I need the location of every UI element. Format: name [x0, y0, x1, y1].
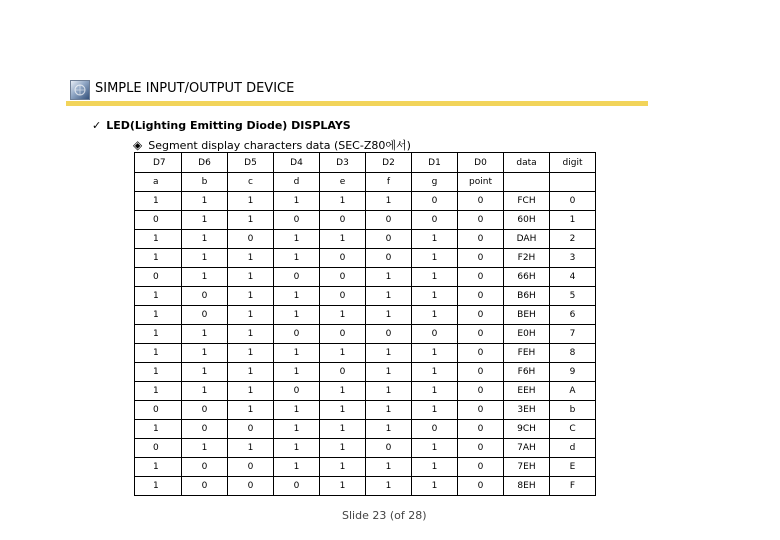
- table-cell: 3EH: [504, 401, 550, 420]
- table-cell: 1: [274, 192, 320, 211]
- table-cell: 0: [135, 439, 182, 458]
- table-cell: 1: [228, 287, 274, 306]
- table-cell: 1: [320, 420, 366, 439]
- header-cell: D0: [458, 153, 504, 173]
- table-cell: 4: [550, 268, 596, 287]
- table-cell: 8EH: [504, 477, 550, 496]
- table-cell: 0: [458, 382, 504, 401]
- table-cell: 0: [135, 401, 182, 420]
- table-row: [135, 268, 596, 287]
- table-cell: 0: [274, 325, 320, 344]
- table-cell: 1: [412, 230, 458, 249]
- empty-cell: [504, 173, 550, 192]
- table-cell: 0: [458, 420, 504, 439]
- table-cell: 0: [458, 287, 504, 306]
- table-cell: 5: [550, 287, 596, 306]
- table-cell: 1: [135, 477, 182, 496]
- table-cell: 0: [366, 211, 412, 230]
- table-cell: 1: [228, 211, 274, 230]
- table-row: [135, 230, 596, 249]
- table-cell: 7: [550, 325, 596, 344]
- table-cell: 0: [458, 211, 504, 230]
- table-row: [135, 439, 596, 458]
- table-cell: 1: [366, 458, 412, 477]
- table-cell: 1: [412, 287, 458, 306]
- table-cell: 1: [228, 249, 274, 268]
- table-cell: 1: [320, 458, 366, 477]
- table-cell: 1: [412, 458, 458, 477]
- table-cell: 66H: [504, 268, 550, 287]
- table-row: [135, 420, 596, 439]
- subtitle-text: LED(Lighting Emitting Diode) DISPLAYS: [106, 119, 351, 132]
- slide-title: SIMPLE INPUT/OUTPUT DEVICE: [95, 81, 295, 96]
- table-cell: 0: [366, 439, 412, 458]
- table-cell: 7AH: [504, 439, 550, 458]
- table-row: [135, 287, 596, 306]
- table-cell: 1: [320, 382, 366, 401]
- table-cell: 1: [320, 192, 366, 211]
- table-cell: 1: [366, 401, 412, 420]
- table-cell: 0: [228, 420, 274, 439]
- table-cell: BEH: [504, 306, 550, 325]
- table-cell: 1: [366, 306, 412, 325]
- table-cell: 0: [366, 325, 412, 344]
- table-cell: 0: [228, 230, 274, 249]
- header-cell: D2: [366, 153, 412, 173]
- header-cell: D5: [228, 153, 274, 173]
- table-cell: 1: [228, 363, 274, 382]
- table-cell: 1: [274, 344, 320, 363]
- table-cell: 1: [412, 439, 458, 458]
- table-cell: 1: [182, 344, 228, 363]
- table-cell: FCH: [504, 192, 550, 211]
- table-cell: 0: [412, 211, 458, 230]
- table-cell: 1: [412, 268, 458, 287]
- table-cell: 1: [135, 192, 182, 211]
- slide-number-footer: Slide 23 (of 28): [342, 509, 427, 522]
- table-cell: 1: [135, 230, 182, 249]
- table-cell: FEH: [504, 344, 550, 363]
- table-row: [135, 192, 596, 211]
- table-cell: 1: [274, 306, 320, 325]
- table-cell: 1: [366, 268, 412, 287]
- table-cell: A: [550, 382, 596, 401]
- table-cell: 1: [274, 420, 320, 439]
- table-cell: 1: [182, 230, 228, 249]
- table-cell: 1: [135, 382, 182, 401]
- table-cell: 0: [458, 344, 504, 363]
- table-cell: 1: [320, 306, 366, 325]
- table-cell: DAH: [504, 230, 550, 249]
- segment-name-cell: b: [182, 173, 228, 192]
- table-cell: 1: [320, 477, 366, 496]
- table-cell: F6H: [504, 363, 550, 382]
- table-cell: 0: [228, 458, 274, 477]
- table-row: [135, 458, 596, 477]
- table-cell: 1: [135, 287, 182, 306]
- table-cell: 1: [135, 344, 182, 363]
- table-cell: b: [550, 401, 596, 420]
- table-cell: 1: [412, 344, 458, 363]
- table-cell: 0: [412, 192, 458, 211]
- table-cell: 1: [182, 192, 228, 211]
- table-cell: 1: [274, 363, 320, 382]
- table-cell: 1: [182, 249, 228, 268]
- table-cell: 0: [458, 401, 504, 420]
- table-cell: F: [550, 477, 596, 496]
- empty-cell: [550, 173, 596, 192]
- globe-icon: [71, 81, 89, 99]
- table-cell: 0: [458, 477, 504, 496]
- header-cell: D7: [135, 153, 182, 173]
- segment-name-cell: point: [458, 173, 504, 192]
- table-cell: 1: [412, 382, 458, 401]
- table-cell: 0: [458, 192, 504, 211]
- table-cell: E0H: [504, 325, 550, 344]
- table-cell: 0: [182, 401, 228, 420]
- table-cell: 1: [366, 192, 412, 211]
- table-cell: 3: [550, 249, 596, 268]
- table-cell: 1: [135, 458, 182, 477]
- header-cell: D6: [182, 153, 228, 173]
- table-cell: 1: [550, 211, 596, 230]
- check-icon: ✓: [92, 119, 102, 132]
- segment-name-row: [135, 173, 596, 192]
- header-cell: D3: [320, 153, 366, 173]
- table-row: [135, 211, 596, 230]
- table-cell: 1: [412, 306, 458, 325]
- table-cell: 1: [320, 344, 366, 363]
- table-cell: F2H: [504, 249, 550, 268]
- table-cell: C: [550, 420, 596, 439]
- table-cell: 1: [366, 363, 412, 382]
- table-cell: 1: [228, 268, 274, 287]
- table-cell: 0: [274, 268, 320, 287]
- table-cell: 0: [320, 268, 366, 287]
- table-cell: 1: [366, 477, 412, 496]
- header-cell: D4: [274, 153, 320, 173]
- table-cell: 1: [320, 401, 366, 420]
- table-cell: 1: [228, 325, 274, 344]
- diamond-bullet-icon: ◈: [133, 138, 143, 152]
- segment-name-cell: g: [412, 173, 458, 192]
- segment-name-cell: c: [228, 173, 274, 192]
- table-cell: B6H: [504, 287, 550, 306]
- table-cell: 0: [274, 477, 320, 496]
- table-cell: 0: [228, 477, 274, 496]
- table-cell: 1: [366, 382, 412, 401]
- table-row: [135, 306, 596, 325]
- table-cell: E: [550, 458, 596, 477]
- table-cell: 0: [458, 363, 504, 382]
- table-cell: 0: [182, 458, 228, 477]
- table-cell: 0: [412, 325, 458, 344]
- header-cell: data: [504, 153, 550, 173]
- table-cell: 0: [550, 192, 596, 211]
- table-cell: 1: [274, 249, 320, 268]
- segment-name-cell: f: [366, 173, 412, 192]
- header-cell: digit: [550, 153, 596, 173]
- segment-data-table: [134, 152, 596, 496]
- table-cell: 1: [228, 439, 274, 458]
- table-cell: 1: [320, 230, 366, 249]
- table-cell: 0: [182, 420, 228, 439]
- table-header-row: [135, 153, 596, 173]
- table-cell: 1: [228, 401, 274, 420]
- table-cell: 1: [274, 230, 320, 249]
- table-cell: 0: [458, 249, 504, 268]
- title-underline-bar: [66, 101, 648, 106]
- table-cell: 6: [550, 306, 596, 325]
- table-cell: 1: [182, 382, 228, 401]
- table-cell: 1: [274, 401, 320, 420]
- table-cell: 1: [135, 325, 182, 344]
- table-cell: 1: [412, 477, 458, 496]
- table-cell: 0: [274, 211, 320, 230]
- table-row: [135, 382, 596, 401]
- table-cell: 1: [366, 287, 412, 306]
- table-row: [135, 477, 596, 496]
- table-cell: 9: [550, 363, 596, 382]
- table-cell: 0: [320, 287, 366, 306]
- table-cell: 0: [320, 249, 366, 268]
- table-cell: 1: [366, 344, 412, 363]
- table-cell: 1: [182, 211, 228, 230]
- table-cell: 0: [458, 306, 504, 325]
- table-cell: 0: [135, 268, 182, 287]
- table-cell: 1: [228, 344, 274, 363]
- table-cell: 1: [135, 306, 182, 325]
- table-cell: 2: [550, 230, 596, 249]
- table-cell: 1: [135, 420, 182, 439]
- table-cell: 1: [135, 249, 182, 268]
- table-row: [135, 401, 596, 420]
- table-cell: EEH: [504, 382, 550, 401]
- table-cell: 0: [458, 325, 504, 344]
- segment-name-cell: a: [135, 173, 182, 192]
- table-cell: 7EH: [504, 458, 550, 477]
- table-cell: 1: [182, 439, 228, 458]
- table-cell: 0: [320, 363, 366, 382]
- table-cell: 1: [366, 420, 412, 439]
- table-cell: 1: [228, 382, 274, 401]
- section-subtitle: [92, 119, 351, 132]
- segment-name-cell: d: [274, 173, 320, 192]
- segment-name-cell: e: [320, 173, 366, 192]
- table-cell: 1: [320, 439, 366, 458]
- table-cell: 0: [412, 420, 458, 439]
- table-cell: 0: [182, 287, 228, 306]
- table-cell: 0: [366, 230, 412, 249]
- table-cell: 1: [182, 363, 228, 382]
- table-cell: 0: [458, 268, 504, 287]
- table-cell: 0: [182, 306, 228, 325]
- table-cell: 1: [274, 458, 320, 477]
- table-cell: 0: [366, 249, 412, 268]
- table-row: [135, 325, 596, 344]
- table-cell: 1: [274, 439, 320, 458]
- table-row: [135, 344, 596, 363]
- slide-title-icon: [70, 80, 90, 100]
- table-row: [135, 363, 596, 382]
- table-cell: 1: [412, 249, 458, 268]
- table-cell: 1: [228, 192, 274, 211]
- table-cell: 1: [228, 306, 274, 325]
- table-cell: 0: [320, 211, 366, 230]
- table-cell: 8: [550, 344, 596, 363]
- table-cell: 1: [182, 325, 228, 344]
- table-cell: 1: [135, 363, 182, 382]
- table-cell: 0: [458, 230, 504, 249]
- table-cell: 0: [458, 439, 504, 458]
- table-cell: 0: [458, 458, 504, 477]
- table-row: [135, 249, 596, 268]
- caption-text: Segment display characters data (SEC-Z80에서): [148, 139, 411, 152]
- header-cell: D1: [412, 153, 458, 173]
- table-cell: 0: [135, 211, 182, 230]
- table-cell: 0: [274, 382, 320, 401]
- table-caption: [133, 137, 411, 153]
- table-cell: 1: [412, 401, 458, 420]
- table-cell: 60H: [504, 211, 550, 230]
- table-cell: 1: [412, 363, 458, 382]
- table-cell: 1: [182, 268, 228, 287]
- table-cell: d: [550, 439, 596, 458]
- table-cell: 0: [320, 325, 366, 344]
- table-cell: 1: [274, 287, 320, 306]
- table-cell: 0: [182, 477, 228, 496]
- table-cell: 9CH: [504, 420, 550, 439]
